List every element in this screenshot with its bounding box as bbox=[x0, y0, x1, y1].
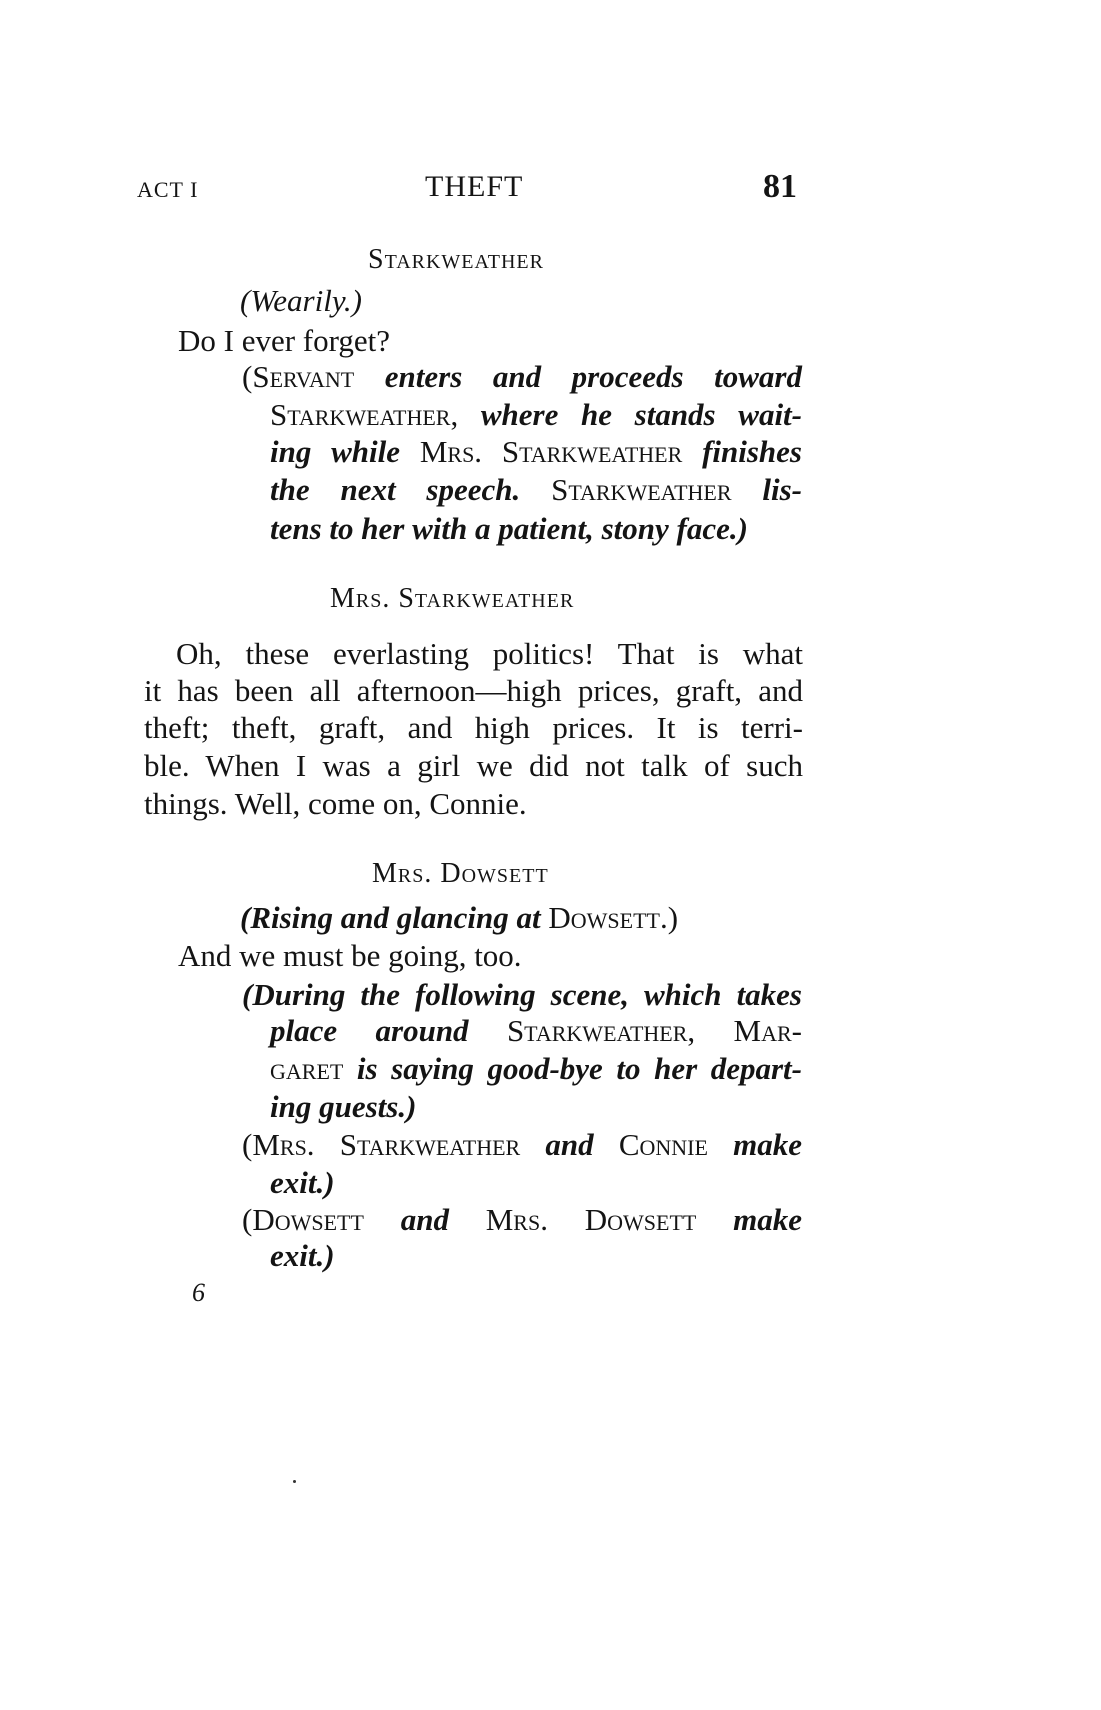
stage-line: exit.) bbox=[270, 1165, 335, 1200]
speech-line: things. Well, come on, Connie. bbox=[144, 786, 527, 821]
speech-line: it has been all afternoon—high prices, graft, and bbox=[144, 673, 803, 708]
stage-line: Starkweather, where he stands wait- bbox=[270, 397, 802, 432]
stage-line: (Servant enters and proceeds toward bbox=[242, 359, 802, 394]
stage-line: exit.) bbox=[270, 1238, 335, 1273]
signature-mark: 6 bbox=[192, 1278, 205, 1307]
speech-line: Oh, these everlasting politics! That is what bbox=[176, 636, 803, 671]
speaker-mrs-starkweather: Mrs. Starkweather bbox=[330, 583, 575, 614]
speaker-starkweather: Starkweather bbox=[368, 244, 544, 275]
stage-line: (During the following scene, which takes bbox=[242, 977, 802, 1012]
running-head-title: THEFT bbox=[425, 170, 524, 203]
speaker-mrs-dowsett: Mrs. Dowsett bbox=[372, 858, 549, 889]
speech-line: theft; theft, graft, and high prices. It is terri- bbox=[144, 710, 803, 745]
stage-line: ing while Mrs. Starkweather finishes bbox=[270, 434, 802, 469]
stage-line: (Mrs. Starkweather and Connie make bbox=[242, 1127, 802, 1162]
direction-rising: (Rising and glancing at Dowsett.) bbox=[240, 900, 679, 935]
stage-line: place around Starkweather, Mar- bbox=[270, 1013, 802, 1048]
speech-line: Do I ever forget? bbox=[178, 323, 391, 358]
stage-line: ing guests.) bbox=[270, 1089, 417, 1124]
speech-line: And we must be going, too. bbox=[178, 938, 522, 973]
speech-line: ble. When I was a girl we did not talk of such bbox=[144, 748, 803, 783]
stray-dot bbox=[293, 1480, 296, 1483]
stage-line: the next speech. Starkweather lis- bbox=[270, 472, 802, 507]
stage-line: (Dowsett and Mrs. Dowsett make bbox=[242, 1202, 802, 1237]
direction-wearily: (Wearily.) bbox=[240, 283, 362, 318]
page-number: 81 bbox=[763, 168, 797, 205]
stage-line: tens to her with a patient, stony face.) bbox=[270, 511, 748, 546]
stage-line: garet is saying good-bye to her depart- bbox=[270, 1051, 802, 1086]
running-head-act: ACT I bbox=[137, 177, 199, 202]
